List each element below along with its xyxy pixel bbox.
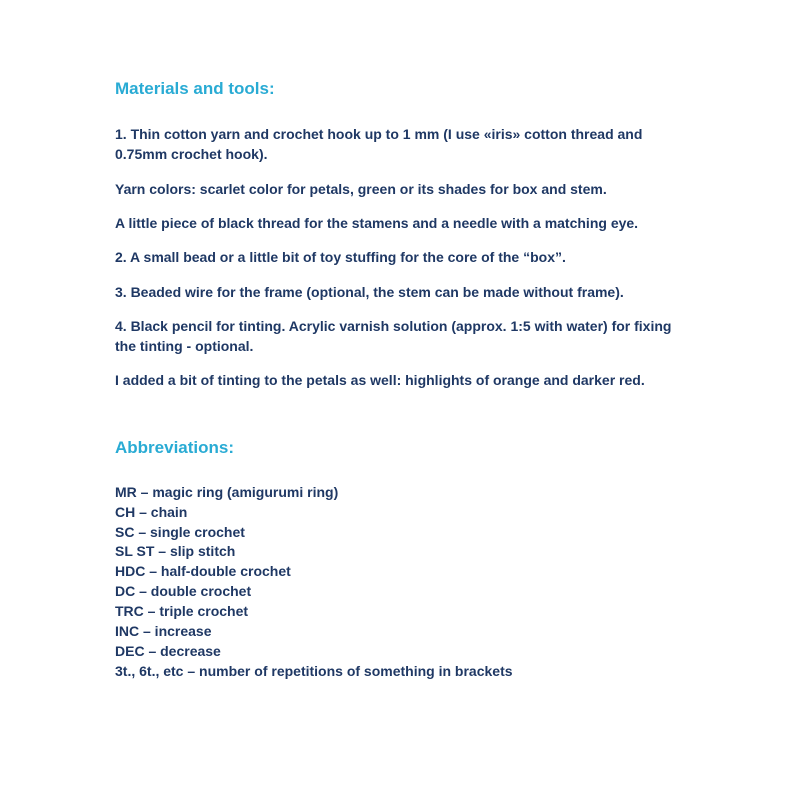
materials-paragraph: A little piece of black thread for the stamens and a needle with a matching eye. <box>115 214 639 231</box>
abbreviation-item: CH – chain <box>115 503 188 520</box>
abbreviation-item: MR – magic ring (amigurumi ring) <box>115 483 339 500</box>
abbreviation-item: DC – double crochet <box>115 583 252 600</box>
materials-paragraph: I added a bit of tinting to the petals as well: highlights of orange and darker red. <box>115 372 645 389</box>
abbreviations-heading: Abbreviations: <box>115 437 235 457</box>
abbreviation-item: TRC – triple crochet <box>115 603 249 620</box>
abbreviation-item: INC – increase <box>115 622 212 639</box>
abbreviation-item: HDC – half-double crochet <box>115 563 291 580</box>
materials-heading: Materials and tools: <box>115 79 275 98</box>
abbreviation-item: SL ST – slip stitch <box>115 543 236 560</box>
materials-paragraph: 1. Thin cotton yarn and crochet hook up to 1 mm (I use «iris» cotton thread and 0.75mm crochet hook). <box>115 126 643 163</box>
materials-section <box>115 78 690 391</box>
abbreviations-section <box>115 437 690 682</box>
abbreviations-list <box>115 483 690 682</box>
materials-paragraph: 3. Beaded wire for the frame (optional, the stem can be made without frame). <box>115 283 624 300</box>
materials-paragraph: Yarn colors: scarlet color for petals, green or its shades for box and stem. <box>115 180 607 197</box>
abbreviation-item: SC – single crochet <box>115 523 245 540</box>
materials-paragraph: 4. Black pencil for tinting. Acrylic varnish solution (approx. 1:5 with water) for fixing the tinting - optional. <box>115 317 672 355</box>
materials-body <box>115 124 690 391</box>
materials-paragraph: 2. A small bead or a little bit of toy stuffing for the core of the “box”. <box>115 249 566 266</box>
abbreviation-item: 3t., 6t., etc – number of repetitions of something in brackets <box>115 662 513 679</box>
abbreviation-item: DEC – decrease <box>115 642 221 659</box>
